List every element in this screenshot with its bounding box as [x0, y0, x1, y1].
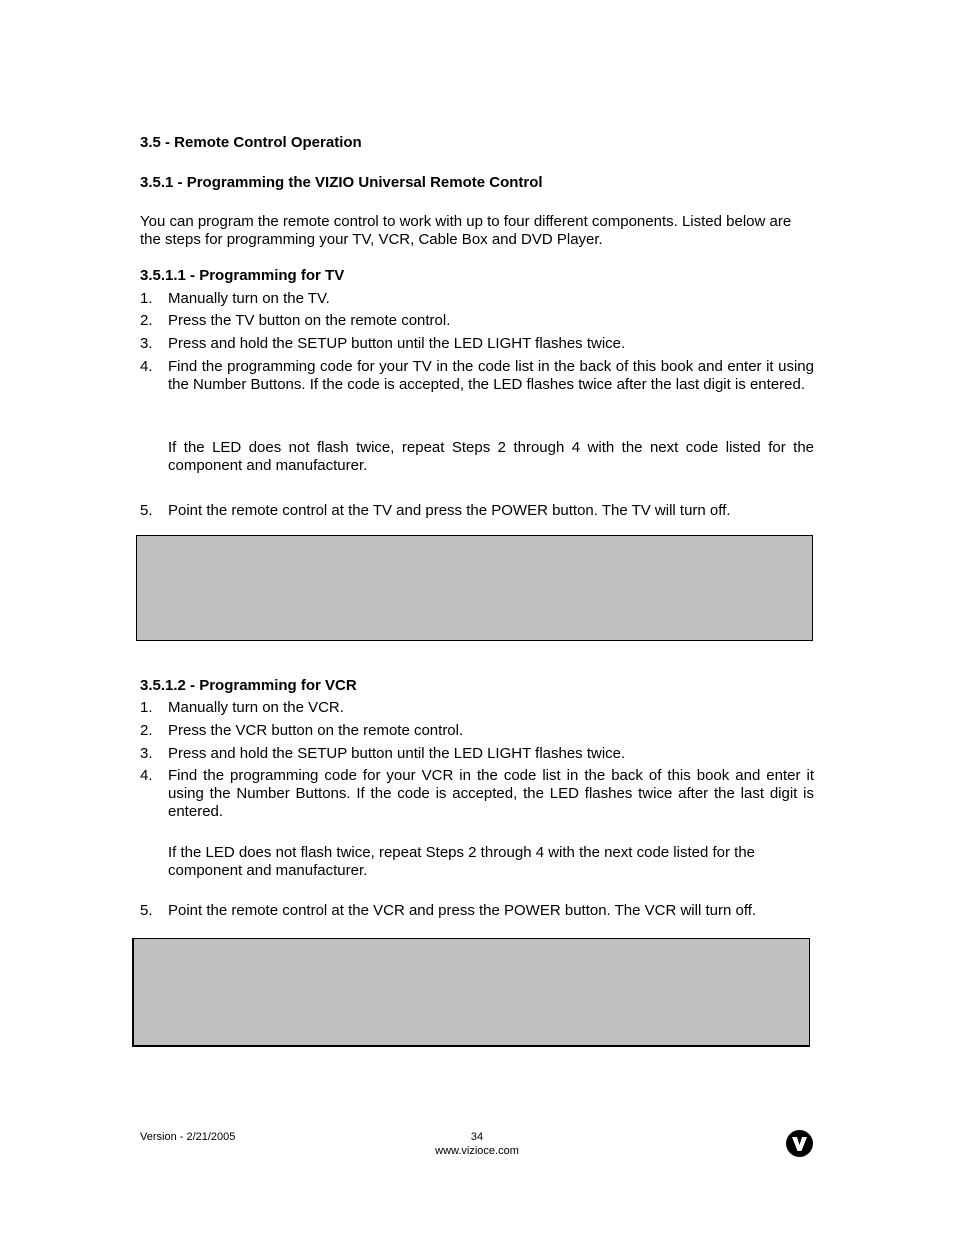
vcr-heading: 3.5.1.2 - Programming for VCR — [140, 677, 357, 694]
list-item-text: Point the remote control at the TV and press the POWER button. The TV will turn off. — [168, 502, 731, 519]
list-item-number: 5. — [140, 502, 153, 519]
footer-page-number: 34 — [470, 1131, 484, 1143]
retry-note-text: If the LED does not flash twice, repeat Steps 2 through 4 with the next code listed for the component and manufacturer. — [168, 844, 756, 879]
list-item-number: 1. — [140, 290, 153, 307]
list-item-number: 1. — [140, 699, 153, 716]
list-item-text: Press and hold the SETUP button until the LED LIGHT flashes twice. — [168, 745, 626, 762]
tv-heading: 3.5.1.1 - Programming for TV — [140, 267, 345, 284]
list-item-number: 3. — [140, 745, 153, 762]
list-item-number: 5. — [140, 902, 153, 919]
list-item-text: Press the TV button on the remote control. — [168, 312, 451, 329]
list-item-text: Manually turn on the VCR. — [168, 699, 344, 716]
list-item-number: 4. — [140, 358, 153, 375]
note-box — [132, 938, 810, 1047]
list-item-text: Point the remote control at the VCR and press the POWER button. The VCR will turn off. — [168, 902, 757, 919]
list-item-number: 4. — [140, 767, 153, 784]
list-item-text: Find the programming code for your VCR in the code list in the back of this book and enter it using the Number Buttons. If the code is accepted, the LED flashes twice after the last digit is entered. — [168, 767, 814, 820]
footer-website: www.vizioce.com — [435, 1145, 519, 1157]
list-item-number: 3. — [140, 335, 153, 352]
note-box — [136, 535, 813, 641]
subsection-title: 3.5.1 - Programming the VIZIO Universal Remote Control — [140, 174, 543, 191]
retry-note-text: If the LED does not flash twice, repeat Steps 2 through 4 with the next code listed for the component and manufacturer. — [168, 439, 814, 474]
intro-paragraph: You can program the remote control to work with up to four different components. Listed below are the steps for programming your TV, VCR, Cable Box and DVD Player. — [140, 213, 792, 248]
list-item-number: 2. — [140, 312, 153, 329]
list-item-text: Manually turn on the TV. — [168, 290, 330, 307]
vizio-logo-icon — [786, 1130, 813, 1157]
list-item-text: Press and hold the SETUP button until the LED LIGHT flashes twice. — [168, 335, 626, 352]
list-item-text: Find the programming code for your TV in the code list in the back of this book and enter it using the Number Buttons. If the code is accepted, the LED flashes twice after the last digit is entered. — [168, 358, 814, 393]
section-title: 3.5 - Remote Control Operation — [140, 134, 362, 151]
footer-version: Version - 2/21/2005 — [140, 1131, 236, 1143]
list-item-number: 2. — [140, 722, 153, 739]
list-item-text: Press the VCR button on the remote control. — [168, 722, 464, 739]
